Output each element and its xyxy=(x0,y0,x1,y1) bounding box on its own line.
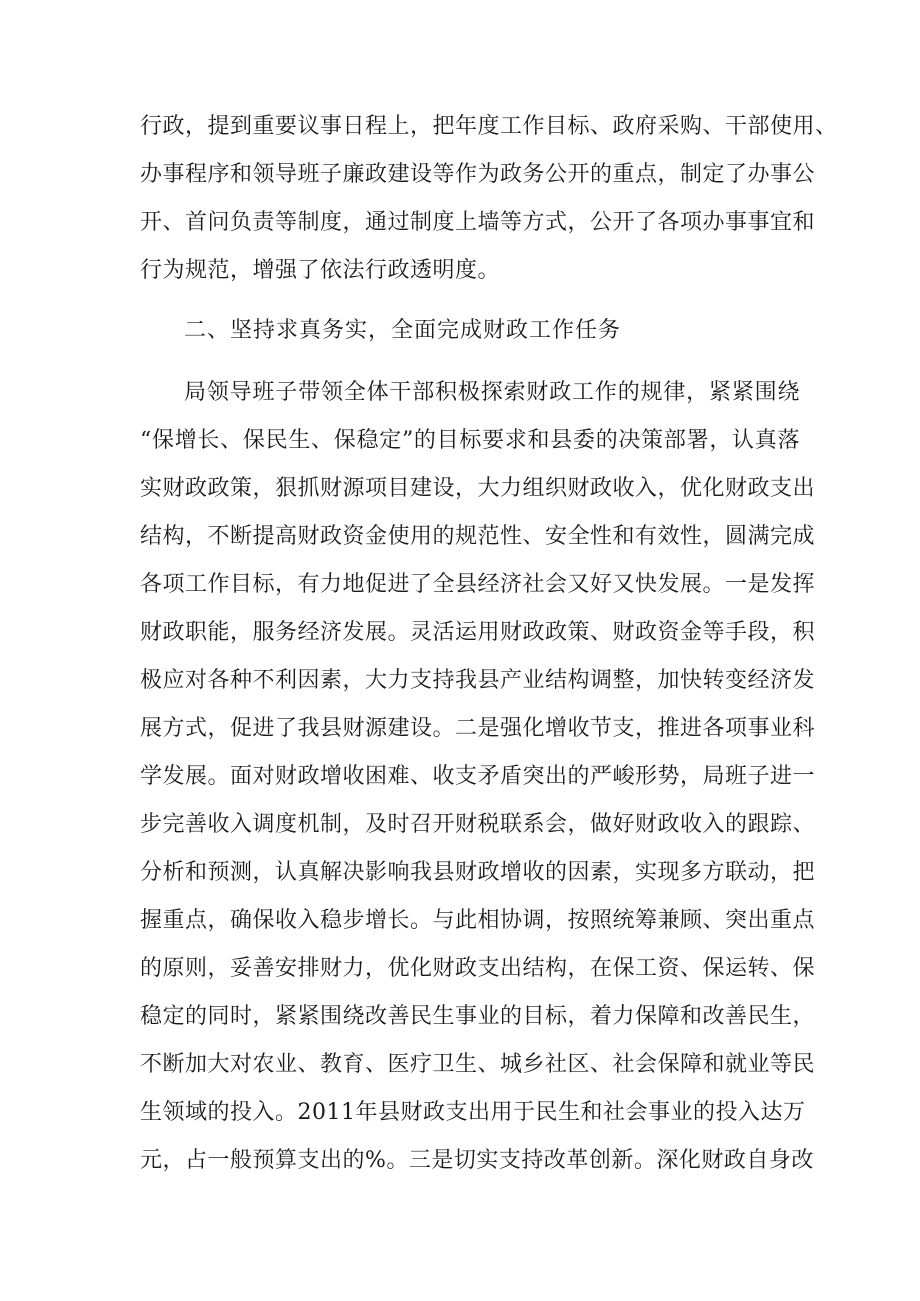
paragraph-1-line-1: 行政，提到重要议事日程上，把年度工作目标、政府采购、干部使用、 xyxy=(140,114,838,139)
paragraph-2-line-2: “保增长、保民生、保稳定”的目标要求和县委的决策部署，认真落 xyxy=(140,428,800,453)
section-heading: 二、坚持求真务实，全面完成财政工作任务 xyxy=(184,318,622,343)
paragraph-2-line-17: 元，占一般预算支出的%。三是切实支持改革创新。深化财政自身改 xyxy=(140,1148,814,1173)
paragraph-2-line-16: 生领域的投入。2011年县财政支出用于民生和社会事业的投入达万 xyxy=(140,1100,806,1125)
paragraph-2-line-1: 局领导班子带领全体干部积极探索财政工作的规律，紧紧围绕 xyxy=(184,380,800,405)
paragraph-2-line-3: 实财政政策，狠抓财源项目建设，大力组织财政收入，优化财政支出 xyxy=(140,476,816,501)
paragraph-2-line-14: 稳定的同时，紧紧围绕改善民生事业的目标，着力保障和改善民生， xyxy=(140,1004,816,1029)
paragraph-2-line-5: 各项工作目标，有力地促进了全县经济社会又好又快发展。一是发挥 xyxy=(140,572,816,597)
paragraph-2-line-15: 不断加大对农业、教育、医疗卫生、城乡社区、社会保障和就业等民 xyxy=(140,1052,816,1077)
paragraph-2-line-4: 结构，不断提高财政资金使用的规范性、安全性和有效性，圆满完成 xyxy=(140,524,816,549)
paragraph-2-line-6: 财政职能，服务经济发展。灵活运用财政政策、财政资金等手段，积 xyxy=(140,620,816,645)
paragraph-1-line-4: 行为规范，增强了依法行政透明度。 xyxy=(140,258,501,283)
paragraph-2-line-12: 握重点，确保收入稳步增长。与此相协调，按照统筹兼顾、突出重点 xyxy=(140,908,816,933)
paragraph-1-line-3: 开、首问负责等制度，通过制度上墙等方式，公开了各项办事事宜和 xyxy=(140,210,816,235)
paragraph-2-line-7: 极应对各种不利因素，大力支持我县产业结构调整，加快转变经济发 xyxy=(140,668,816,693)
paragraph-2-line-9: 学发展。面对财政增收困难、收支矛盾突出的严峻形势，局班子进一 xyxy=(140,764,816,789)
paragraph-2-line-11: 分析和预测，认真解决影响我县财政增收的因素，实现多方联动，把 xyxy=(140,860,816,885)
paragraph-2-line-10: 步完善收入调度机制，及时召开财税联系会，做好财政收入的跟踪、 xyxy=(140,812,816,837)
paragraph-2-line-13: 的原则，妥善安排财力，优化财政支出结构，在保工资、保运转、保 xyxy=(140,956,816,981)
paragraph-1-line-2: 办事程序和领导班子廉政建设等作为政务公开的重点，制定了办事公 xyxy=(140,162,816,187)
paragraph-2-line-8: 展方式，促进了我县财源建设。二是强化增收节支，推进各项事业科 xyxy=(140,716,816,741)
